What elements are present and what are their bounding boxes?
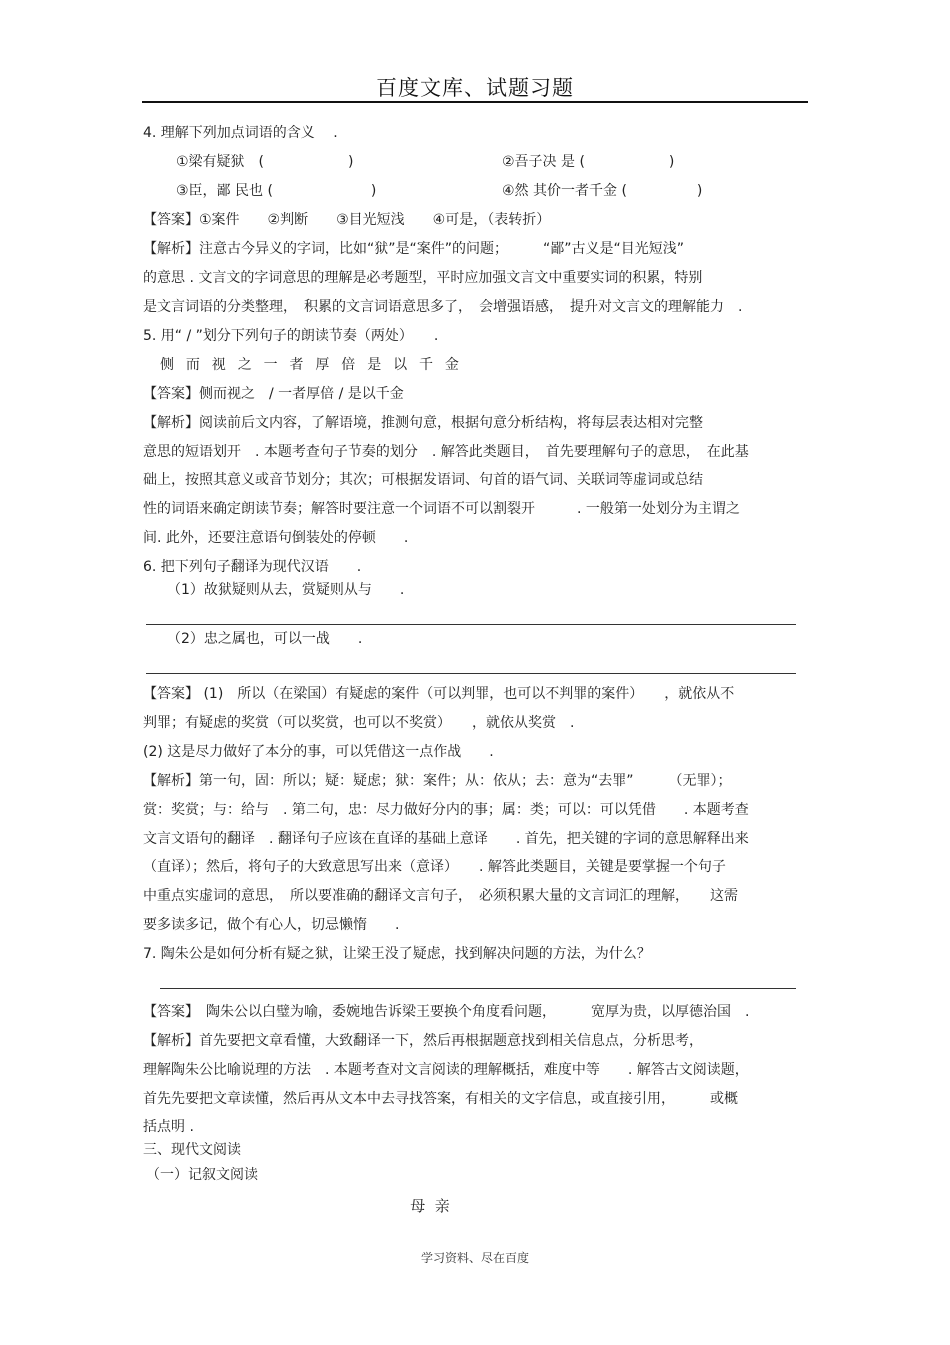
q6-analysis-line: 中重点实虚词的意思， 所以要准确的翻译文言句子， 必须积累大量的文言词汇的理解， 这需: [143, 888, 738, 904]
q7-analysis-line: 理解陶朱公比喻说理的方法 . 本题考查对文言阅读的理解概括，难度中等 . 解答古文阅读题，: [143, 1062, 749, 1078]
subsection-heading: （一）记叙文阅读: [146, 1167, 258, 1183]
q6-answer-line: 【答案】 (1) 所以（在梁国）有疑虑的案件（可以判罪，也可以不判罪的案件） ，就依从不: [143, 686, 735, 702]
q4-answer: 【答案】①案件 ②判断 ③目光短浅 ④可是，（表转折）: [143, 212, 551, 228]
q7-answer: 【答案】 陶朱公以白璧为喻，委婉地告诉梁王要换个角度看问题， 宽厚为贵，以厚德治国 .: [143, 1004, 750, 1020]
q7-analysis-line: 首先先要把文章读懂，然后再从文本中去寻找答案，有相关的文字信息，或直接引用， 或概: [143, 1091, 738, 1107]
q4-prompt: 4. 理解下列加点词语的含义 .: [143, 125, 338, 141]
q4-item-3: ③臣，鄙 民也 ( ): [176, 183, 377, 199]
q6-answer-line: 判罪；有疑虑的奖赏（可以奖赏，也可以不奖赏） ，就依从奖赏 .: [143, 715, 575, 731]
q6-analysis-line: 赏：奖赏；与：给与 . 第二句，忠：尽力做好分内的事；属：类；可以：可以凭借 . 本题考查: [143, 802, 749, 818]
q7-prompt: 7. 陶朱公是如何分析有疑之狱，让梁王没了疑虑，找到解决问题的方法，为什么？: [143, 946, 651, 962]
q5-analysis-line: 性的词语来确定朗读节奏；解答时要注意一个词语不可以割裂开 . 一般第一处划分为主谓之: [143, 501, 740, 517]
q4-analysis-line: 是文言词语的分类整理， 积累的文言词语意思多了， 会增强语感， 提升对文言文的理解能力 .: [143, 299, 743, 315]
q6-item-2: （2）忠之属也，可以一战 .: [167, 631, 363, 647]
answer-blank-line: [160, 988, 796, 989]
q4-item-1: ①梁有疑狱 ( ): [176, 154, 354, 170]
q6-prompt: 6. 把下列句子翻译为现代汉语 .: [143, 559, 362, 575]
q6-analysis-line: 要多读多记，做个有心人，切忌懒惰 .: [143, 917, 400, 933]
q6-analysis-line: （直译）；然后，将句子的大致意思写出来（意译） . 解答此类题目，关键是要掌握一个句子: [143, 859, 726, 875]
q4-analysis-line: 【解析】注意古今异义的字词，比如“狱”是“案件”的问题； “鄙”古义是“目光短浅”: [143, 241, 685, 257]
answer-blank-line: [146, 624, 796, 625]
q5-sentence: 侧 而 视 之 一 者 厚 倍 是 以 千 金: [160, 357, 460, 373]
q7-analysis-line: 括点明 .: [143, 1119, 194, 1135]
page-footer: 学习资料、尽在百度: [420, 1251, 529, 1265]
q6-item-1: （1）故狱疑则从去，赏疑则从与 .: [167, 582, 405, 598]
q5-analysis-line: 意思的短语划开 . 本题考查句子节奏的划分 . 解答此类题目， 首先要理解句子的意思， 在此基: [143, 444, 749, 460]
answer-blank-line: [146, 673, 796, 674]
q5-analysis-line: 【解析】阅读前后文内容，了解语境，推测句意，根据句意分析结构，将每层表达相对完整: [143, 415, 703, 431]
q6-analysis-line: 文言文语句的翻译 . 翻译句子应该在直译的基础上意译 . 首先，把关键的字词的意思解释出来: [143, 831, 749, 847]
q7-analysis-line: 【解析】首先要把文章看懂，大致翻译一下，然后再根据题意找到相关信息点，分析思考，: [143, 1033, 703, 1049]
q4-item-4: ④然 其价一者千金 ( ): [502, 183, 703, 199]
q6-analysis-line: 【解析】第一句，固：所以；疑：疑虑；狱：案件；从：依从；去：意为“去罪” （无罪）；: [143, 773, 732, 789]
header-divider: [142, 101, 808, 103]
article-title: 母 亲: [410, 1197, 450, 1215]
q5-answer: 【答案】侧而视之 / 一者厚倍 / 是以千金: [143, 386, 404, 402]
q4-item-2: ②吾子决 是 ( ): [502, 154, 675, 170]
q4-analysis-line: 的意思 . 文言文的字词意思的理解是必考题型，平时应加强文言文中重要实词的积累，特别: [143, 270, 703, 286]
q5-analysis-line: 础上，按照其意义或音节划分；其次；可根据发语词、句首的语气词、关联词等虚词或总结: [143, 472, 703, 488]
q6-answer-line: (2) 这是尽力做好了本分的事，可以凭借这一点作战 .: [143, 744, 494, 760]
page-header-title: 百度文库、试题习题: [376, 76, 574, 100]
q5-prompt: 5. 用“ / ”划分下列句子的朗读节奏（两处） .: [143, 328, 439, 344]
q5-analysis-line: 间. 此外，还要注意语句倒装处的停顿 .: [143, 530, 409, 546]
section-heading: 三、现代文阅读: [143, 1142, 241, 1158]
